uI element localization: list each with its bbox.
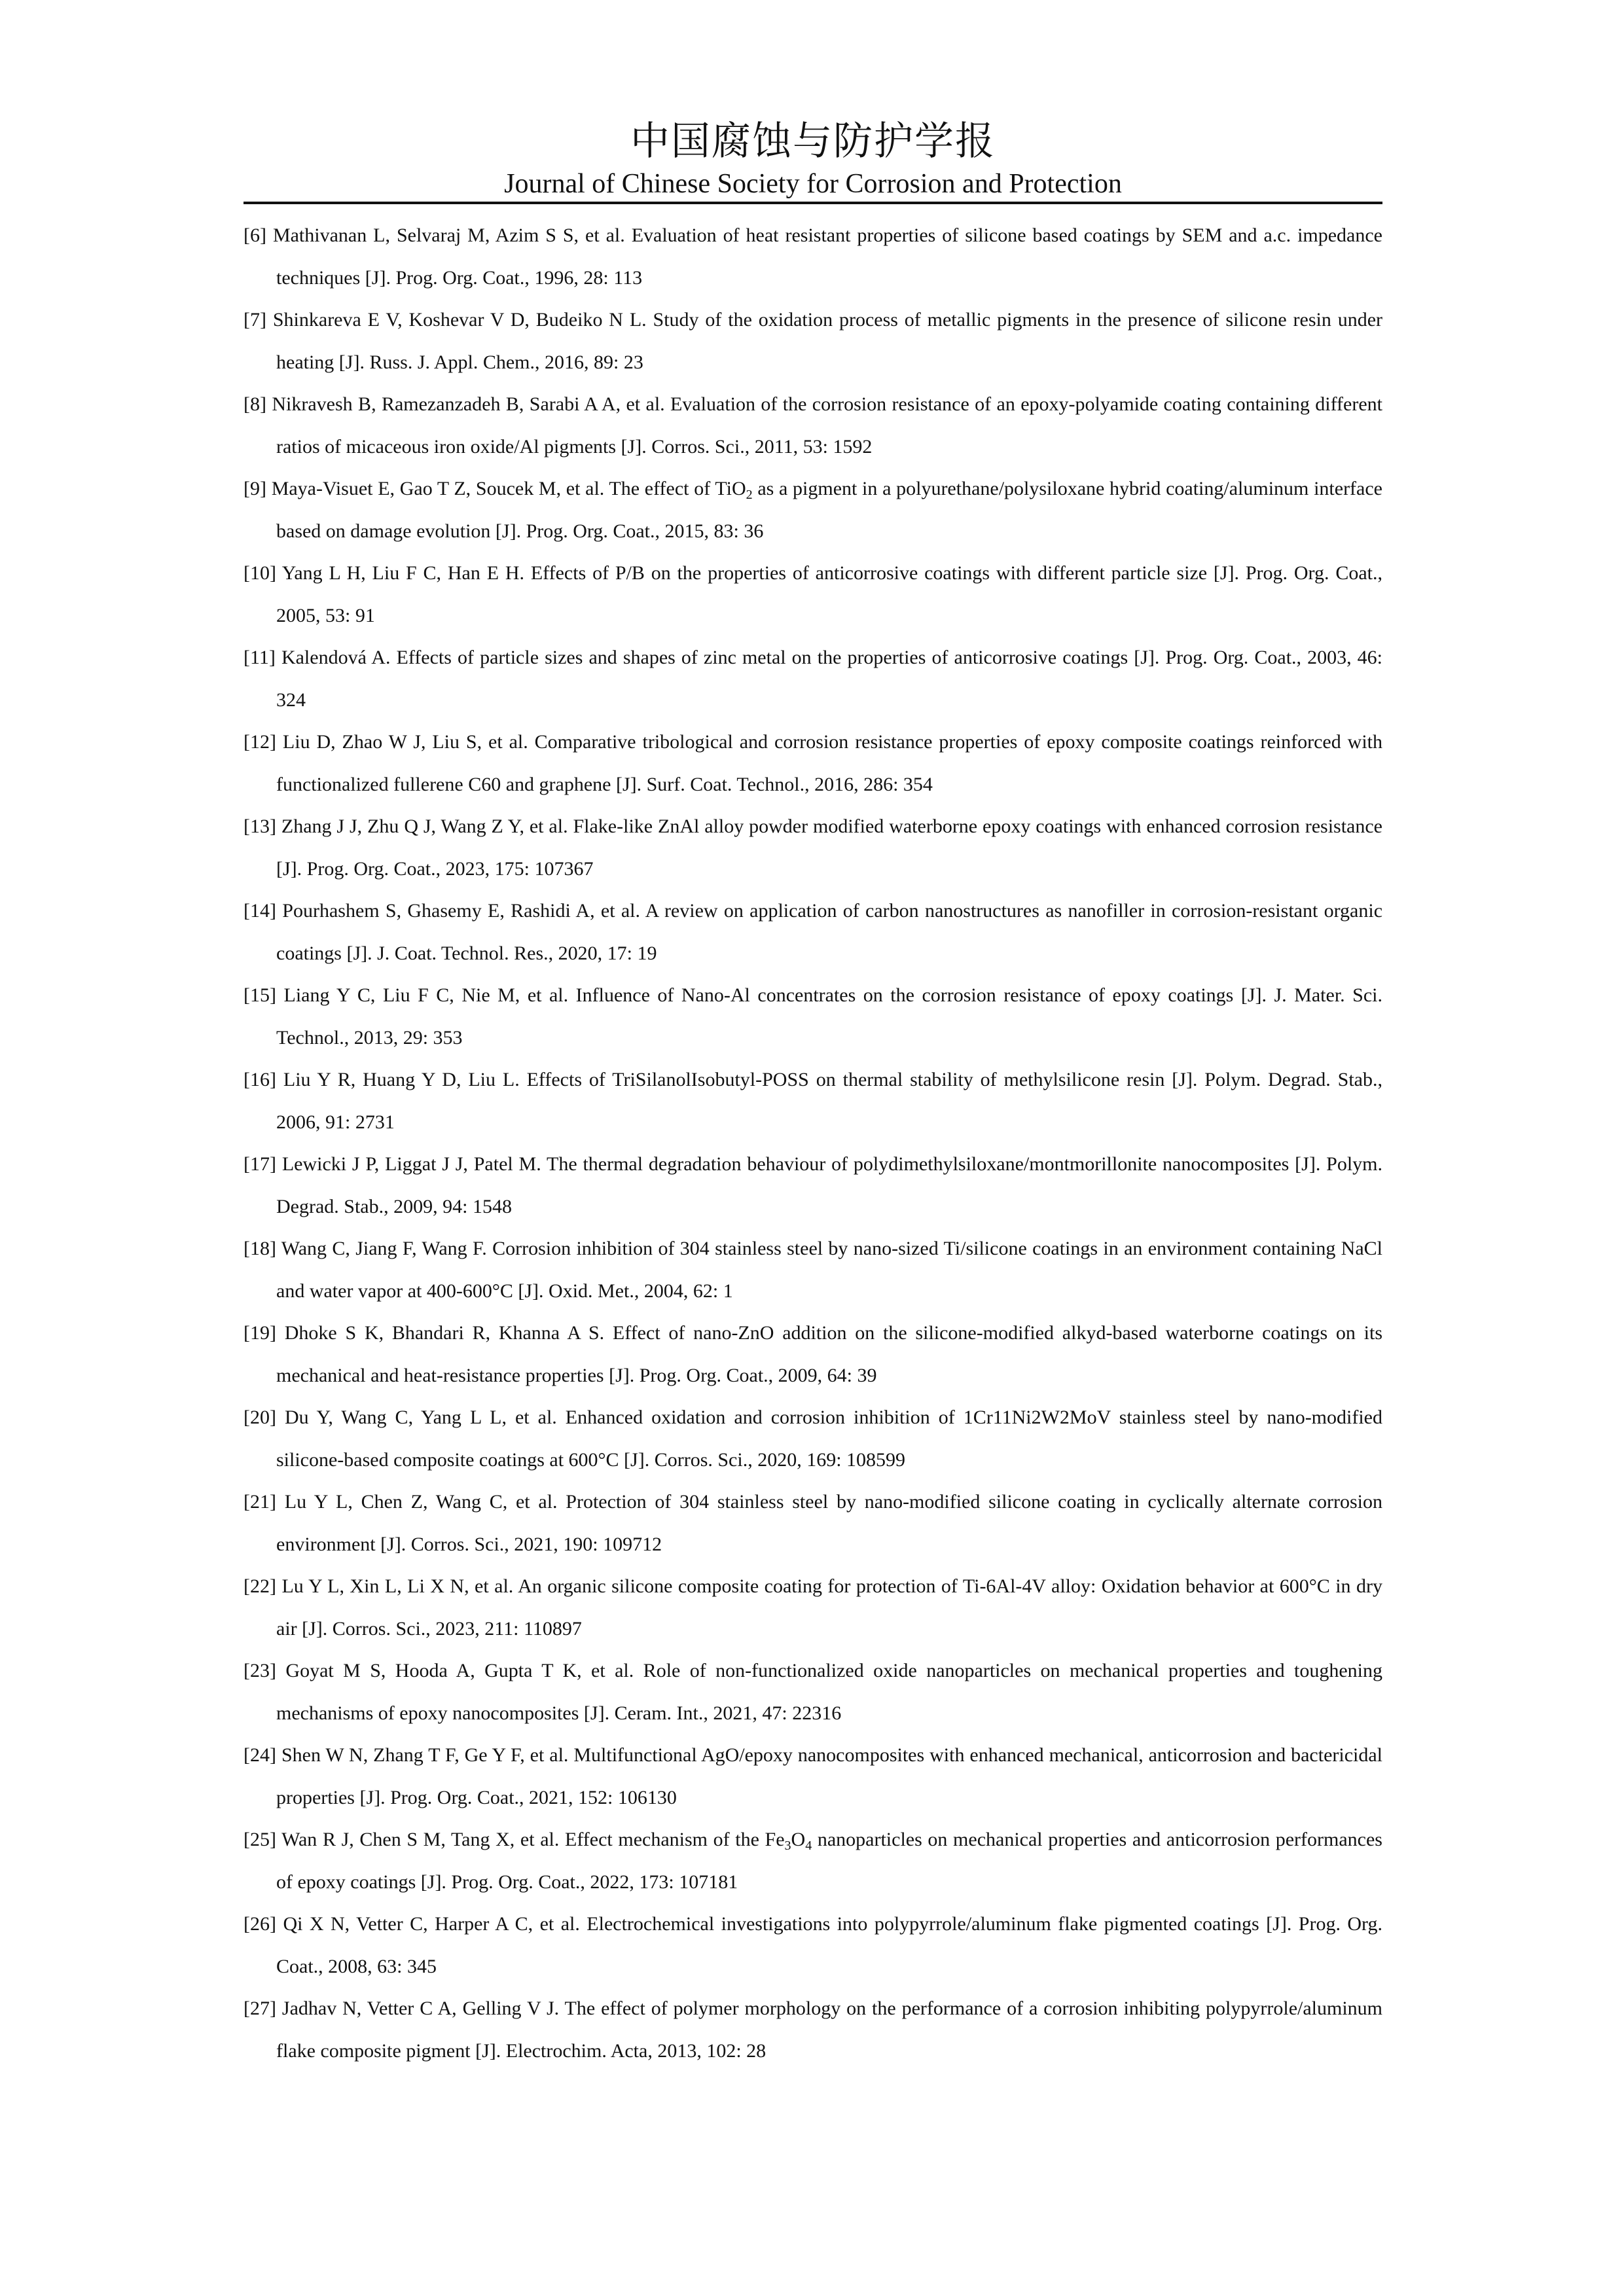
reference-text: Shen W N, Zhang T F, Ge Y F, et al. Multifunctional AgO/epoxy nanocomposites with enhanced mechanical, anticorrosion and bactericidal properties [J]. Prog. Org. Coat., 2021, 152: 106130 <box>276 1744 1382 1808</box>
reference-label: [23] <box>244 1660 276 1681</box>
reference-item <box>244 1650 1382 1734</box>
reference-text: Zhang J J, Zhu Q J, Wang Z Y, et al. Flake-like ZnAl alloy powder modified waterborne epoxy coatings with enhanced corrosion resistance [J]. Prog. Org. Coat., 2023, 175: 107367 <box>276 816 1382 880</box>
reference-item <box>244 806 1382 890</box>
reference-text: Lewicki J P, Liggat J J, Patel M. The thermal degradation behaviour of polydimethylsiloxane/montmorillonite nanocomposites [J]. Polym. Degrad. Stab., 2009, 94: 1548 <box>276 1153 1382 1217</box>
reference-text: Liang Y C, Liu F C, Nie M, et al. Influence of Nano-Al concentrates on the corrosion resistance of epoxy coatings [J]. J. Mater. Sci. Technol., 2013, 29: 353 <box>276 984 1382 1049</box>
reference-label: [27] <box>244 1998 276 2019</box>
reference-list <box>244 215 1382 2072</box>
reference-item <box>244 1397 1382 1481</box>
reference-text: Liu Y R, Huang Y D, Liu L. Effects of TriSilanolIsobutyl-POSS on thermal stability of methylsilicone resin [J]. Polym. Degrad. Stab., 2006, 91: 2731 <box>276 1069 1382 1133</box>
reference-item <box>244 215 1382 299</box>
reference-item <box>244 721 1382 806</box>
reference-label: [21] <box>244 1491 276 1513</box>
reference-item <box>244 1312 1382 1397</box>
header-rule <box>244 202 1382 204</box>
reference-label: [8] <box>244 393 266 415</box>
reference-item <box>244 1059 1382 1143</box>
reference-item <box>244 975 1382 1059</box>
reference-label: [25] <box>244 1829 276 1850</box>
reference-item <box>244 384 1382 468</box>
reference-label: [20] <box>244 1407 276 1428</box>
reference-text-part: Maya-Visuet E, Gao T Z, Soucek M, et al. The effect of TiO <box>271 478 746 499</box>
reference-item <box>244 1819 1382 1903</box>
reference-label: [15] <box>244 984 276 1006</box>
reference-text: Jadhav N, Vetter C A, Gelling V J. The effect of polymer morphology on the performance of a corrosion inhibiting polypyrrole/aluminum flake composite pigment [J]. Electrochim. Acta, 2013, 102: 28 <box>276 1998 1382 2062</box>
reference-label: [19] <box>244 1322 276 1344</box>
reference-item <box>244 890 1382 975</box>
reference-item <box>244 1988 1382 2072</box>
reference-label: [18] <box>244 1238 276 1259</box>
subscript: 2 <box>746 488 753 502</box>
reference-item <box>244 1228 1382 1312</box>
reference-text: Goyat M S, Hooda A, Gupta T K, et al. Role of non-functionalized oxide nanoparticles on mechanical properties and toughening mechanisms of epoxy nanocomposites [J]. Ceram. Int., 2021, 47: 22316 <box>276 1660 1382 1724</box>
reference-label: [24] <box>244 1744 276 1766</box>
reference-text: Qi X N, Vetter C, Harper A C, et al. Electrochemical investigations into polypyrrole/aluminum flake pigmented coatings [J]. Prog. Org. Coat., 2008, 63: 345 <box>276 1913 1382 1977</box>
reference-label: [16] <box>244 1069 276 1090</box>
reference-text <box>272 478 1382 542</box>
reference-label: [12] <box>244 731 276 753</box>
reference-item <box>244 468 1382 552</box>
reference-text: Kalendová A. Effects of particle sizes and shapes of zinc metal on the properties of anticorrosive coatings [J]. Prog. Org. Coat., 2003, 46: 324 <box>276 647 1382 711</box>
subscript: 4 <box>805 1839 812 1853</box>
reference-text <box>276 1829 1382 1893</box>
reference-text: Du Y, Wang C, Yang L L, et al. Enhanced oxidation and corrosion inhibition of 1Cr11Ni2W2MoV stainless steel by nano-modified silicone-based composite coatings at 600°C [J]. Corros. Sci., 2020, 169: 108599 <box>276 1407 1382 1471</box>
reference-label: [11] <box>244 647 276 668</box>
reference-label: [13] <box>244 816 276 837</box>
reference-text-part: O <box>791 1829 806 1850</box>
reference-text: Lu Y L, Xin L, Li X N, et al. An organic silicone composite coating for protection of Ti-6Al-4V alloy: Oxidation behavior at 600°C in dry air [J]. Corros. Sci., 2023, 211: 110897 <box>276 1575 1382 1640</box>
reference-label: [26] <box>244 1913 276 1935</box>
subscript: 3 <box>784 1839 791 1853</box>
reference-label: [14] <box>244 900 276 922</box>
journal-header <box>244 118 1382 202</box>
reference-item <box>244 299 1382 384</box>
reference-label: [22] <box>244 1575 276 1597</box>
reference-text: Wang C, Jiang F, Wang F. Corrosion inhibition of 304 stainless steel by nano-sized Ti/silicone coatings in an environment containing NaCl and water vapor at 400-600°C [J]. Oxid. Met., 2004, 62: 1 <box>276 1238 1382 1302</box>
reference-text: Lu Y L, Chen Z, Wang C, et al. Protection of 304 stainless steel by nano-modified silicone coating in cyclically alternate corrosion environment [J]. Corros. Sci., 2021, 190: 109712 <box>276 1491 1382 1555</box>
reference-label: [7] <box>244 309 266 331</box>
reference-text-part: as a pigment in a polyurethane/polysiloxane hybrid coating/aluminum interface based on damage evolution [J]. Prog. Org. Coat., 2015, 83: 36 <box>276 478 1382 542</box>
reference-text: Pourhashem S, Ghasemy E, Rashidi A, et al. A review on application of carbon nanostructures as nanofiller in corrosion-resistant organic coatings [J]. J. Coat. Technol. Res., 2020, 17: 19 <box>276 900 1382 964</box>
reference-text: Yang L H, Liu F C, Han E H. Effects of P/B on the properties of anticorrosive coatings with different particle size [J]. Prog. Org. Coat., 2005, 53: 91 <box>276 562 1382 626</box>
journal-title-chinese: 中国腐蚀与防护学报 <box>630 118 996 164</box>
reference-text-part: nanoparticles on mechanical properties and anticorrosion performances of epoxy coatings [J]. Prog. Org. Coat., 2022, 173: 107181 <box>276 1829 1382 1893</box>
reference-label: [9] <box>244 478 266 499</box>
reference-label: [10] <box>244 562 276 584</box>
reference-item <box>244 552 1382 637</box>
journal-title-english: Journal of Chinese Society for Corrosion and Protection <box>504 169 1122 199</box>
reference-text: Mathivanan L, Selvaraj M, Azim S S, et al. Evaluation of heat resistant properties of silicone based coatings by SEM and a.c. impedance techniques [J]. Prog. Org. Coat., 1996, 28: 113 <box>272 224 1382 289</box>
reference-label: [17] <box>244 1153 276 1175</box>
reference-item <box>244 1481 1382 1566</box>
reference-label: [6] <box>244 224 266 246</box>
reference-item <box>244 1734 1382 1819</box>
reference-text: Nikravesh B, Ramezanzadeh B, Sarabi A A, et al. Evaluation of the corrosion resistance of an epoxy-polyamide coating containing different ratios of micaceous iron oxide/Al pigments [J]. Corros. Sci., 2011, 53: 1592 <box>272 393 1382 457</box>
reference-item <box>244 637 1382 721</box>
reference-text: Dhoke S K, Bhandari R, Khanna A S. Effect of nano-ZnO addition on the silicone-modified alkyd-based waterborne coatings on its mechanical and heat-resistance properties [J]. Prog. Org. Coat., 2009, 64: 39 <box>276 1322 1382 1386</box>
reference-text: Shinkareva E V, Koshevar V D, Budeiko N L. Study of the oxidation process of metallic pigments in the presence of silicone resin under heating [J]. Russ. J. Appl. Chem., 2016, 89: 23 <box>272 309 1382 373</box>
reference-text-part: Wan R J, Chen S M, Tang X, et al. Effect mechanism of the Fe <box>281 1829 785 1850</box>
reference-text: Liu D, Zhao W J, Liu S, et al. Comparative tribological and corrosion resistance properties of epoxy composite coatings reinforced with functionalized fullerene C60 and graphene [J]. Surf. Coat. Technol., 2016, 286: 354 <box>276 731 1382 795</box>
reference-item <box>244 1566 1382 1650</box>
reference-item <box>244 1143 1382 1228</box>
reference-item <box>244 1903 1382 1988</box>
